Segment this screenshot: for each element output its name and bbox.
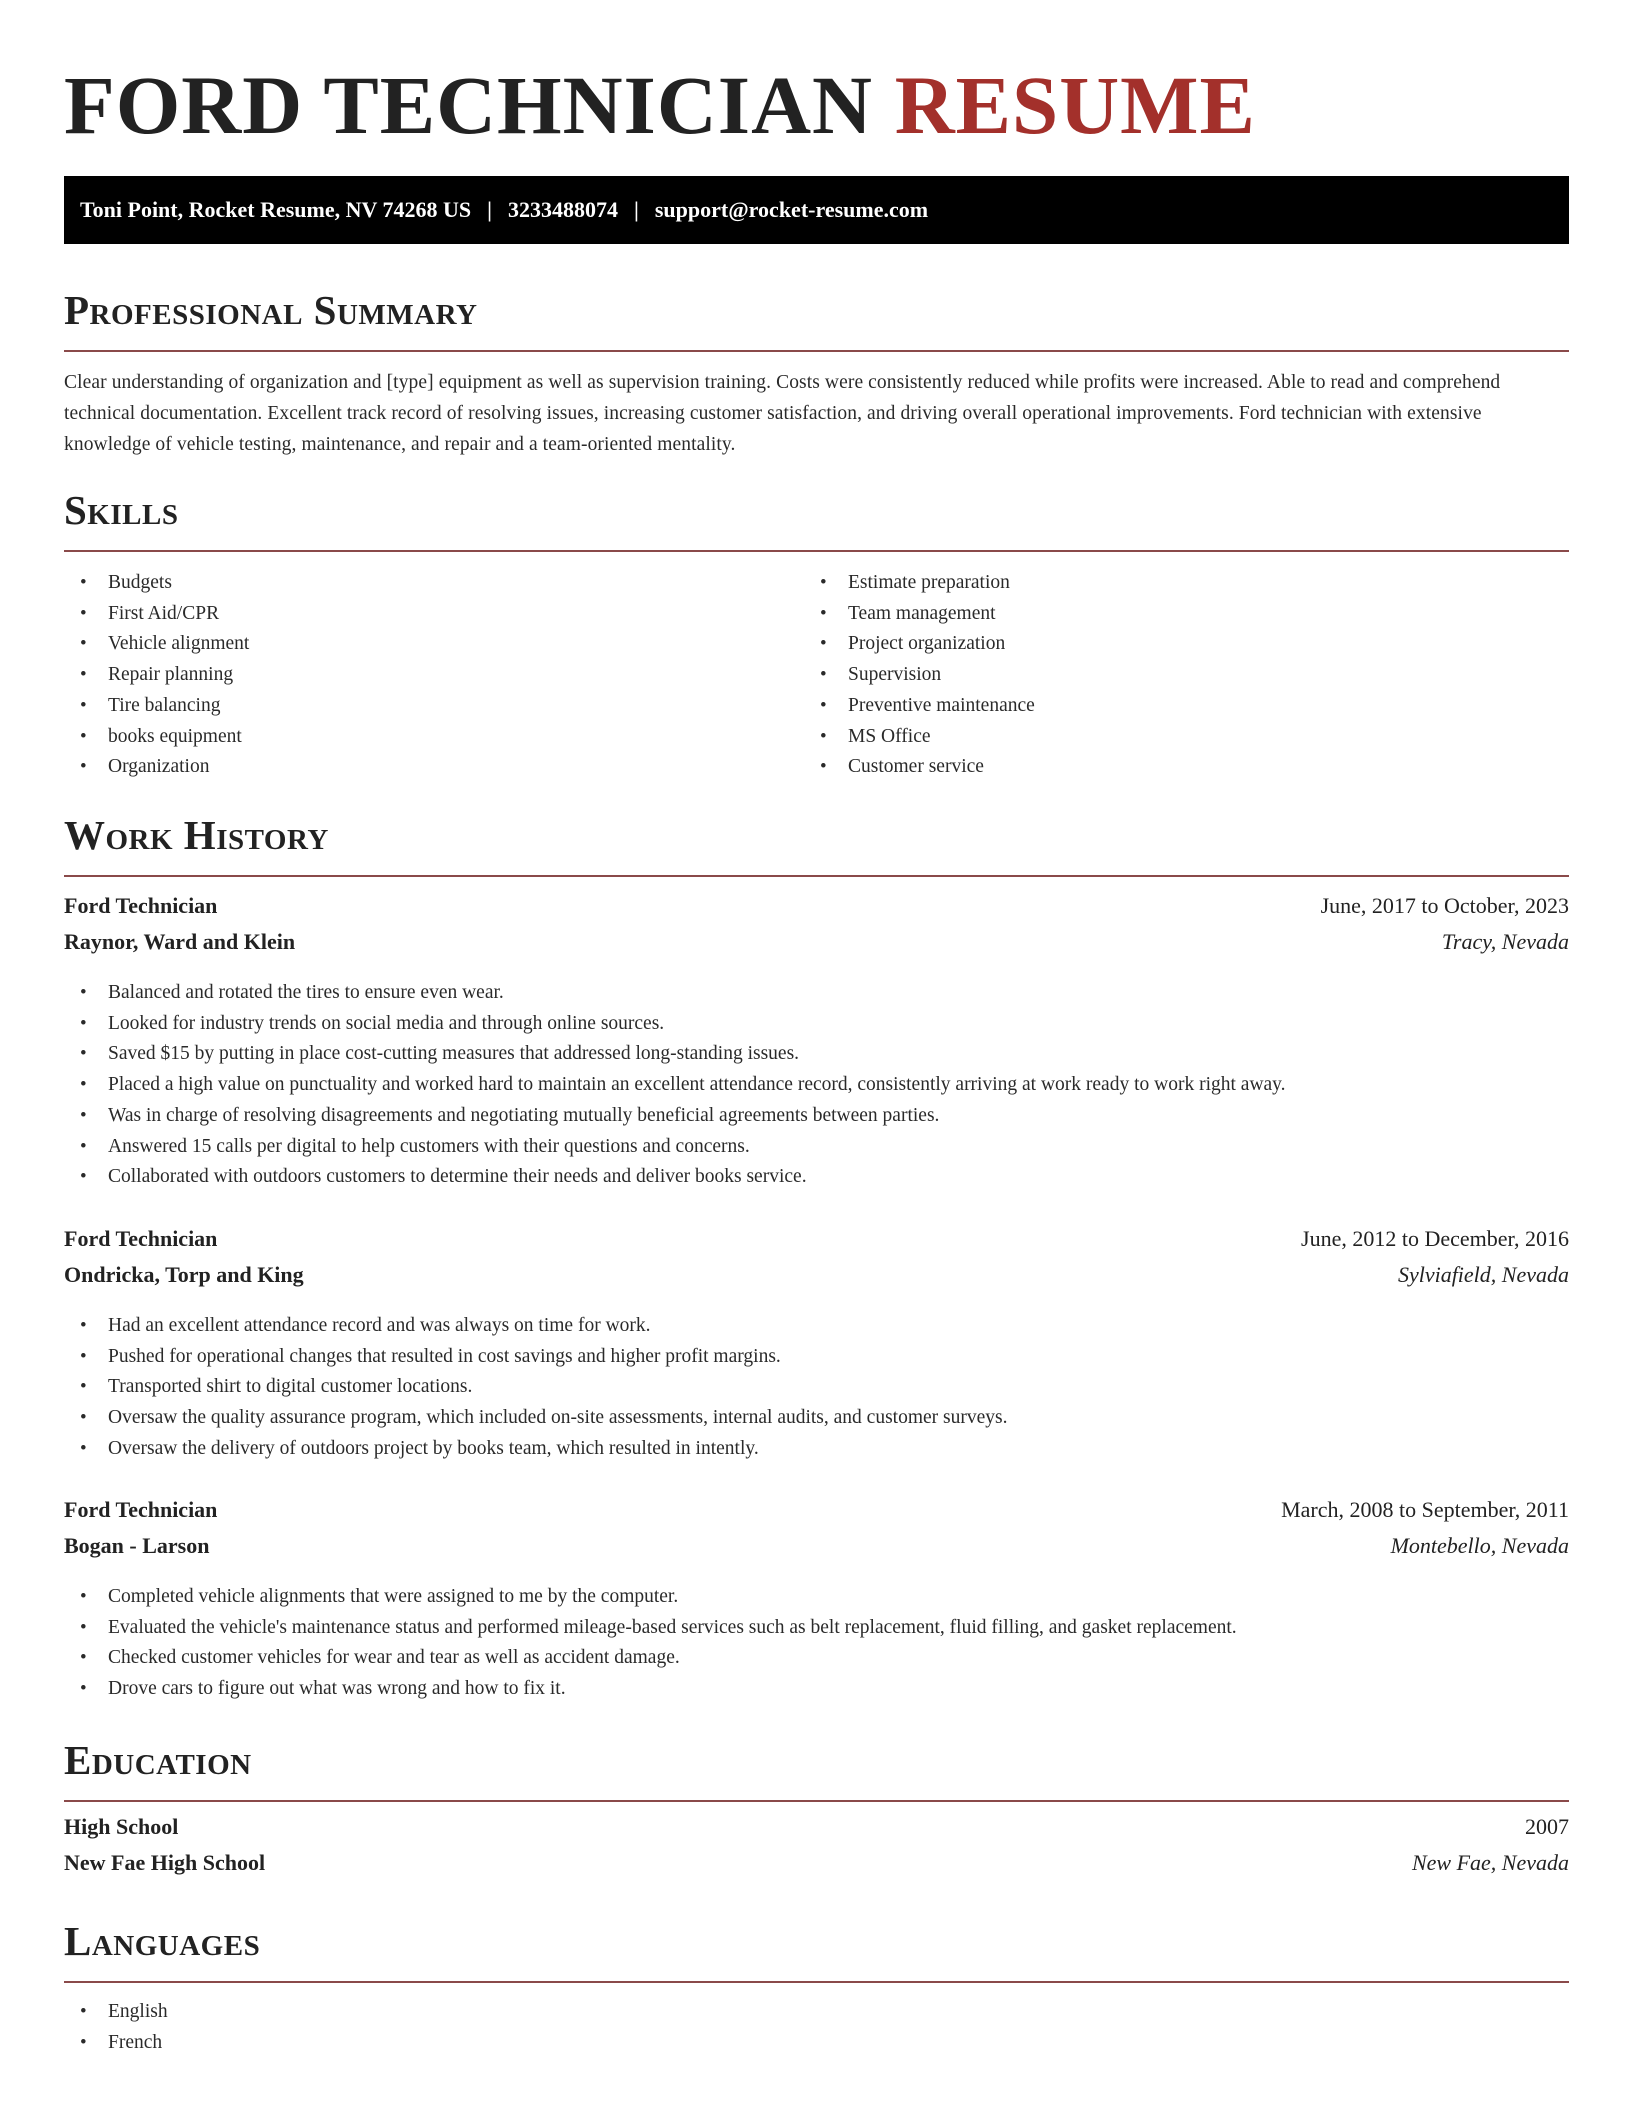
summary-text: Clear understanding of organization and [type] equipment as well as supervision training. Costs were consistently reduced while profits were increased. Able to read and comprehend technical documentation. Excellent track record of resolving issues, increasing customer satisfaction, and driving overall operational improvements. Ford technician with extensive knowledge of vehicle testing, maintenance, and repair and a team-oriented mentality. [64, 372, 1501, 455]
education-degree: High School [64, 1814, 179, 1839]
language-item: • English [64, 1997, 1569, 2028]
languages-heading: Languages [64, 1918, 261, 1964]
education-location: New Fae, Nevada [1411, 1850, 1569, 1875]
job-entry [64, 893, 1569, 1193]
language-item: • French [64, 2028, 1569, 2059]
job-duties [64, 978, 1569, 1193]
job-duties [64, 1311, 1569, 1465]
job-header [64, 1226, 1569, 1262]
skill-item: • Team management [804, 599, 1544, 630]
job-title: Ford Technician [64, 893, 218, 918]
section-divider [64, 875, 1569, 877]
job-dates: June, 2017 to October, 2023 [1320, 893, 1569, 918]
job-subheader [64, 1533, 1569, 1569]
education-school: New Fae High School [64, 1850, 266, 1875]
resume-title [64, 0, 1569, 158]
work-heading: Work History [64, 812, 329, 858]
job-duty-item: • Looked for industry trends on social media and through online sources. [64, 1009, 1569, 1040]
contact-separator: | [487, 197, 492, 222]
resume-page [64, 0, 1569, 2053]
summary-section [64, 286, 1569, 460]
job-duty-item: • Oversaw the quality assurance program, which included on-site assessments, internal audits, and customer surveys. [64, 1403, 1569, 1434]
languages-list [64, 1997, 1569, 2058]
title-main: FORD TECHNICIAN [64, 59, 873, 151]
job-duty-item: • Transported shirt to digital customer locations. [64, 1372, 1569, 1403]
skills-heading: Skills [64, 487, 179, 533]
job-duty-item: • Answered 15 calls per digital to help customers with their questions and concerns. [64, 1132, 1569, 1163]
skill-item: • Vehicle alignment [64, 629, 804, 660]
contact-phone[interactable]: 3233488074 [508, 197, 618, 222]
contact-address: Toni Point, Rocket Resume, NV 74268 US [80, 197, 472, 222]
skills-list [64, 568, 1569, 783]
skills-section [64, 486, 1569, 783]
contact-email[interactable]: support@rocket-resume.com [654, 197, 929, 222]
job-entry [64, 1226, 1569, 1465]
summary-heading: Professional Summary [64, 287, 478, 333]
job-title: Ford Technician [64, 1226, 218, 1251]
education-entry [64, 1814, 1569, 1886]
job-location: Montebello, Nevada [1390, 1533, 1569, 1558]
skills-column-right [804, 568, 1544, 783]
education-section [64, 1736, 1569, 1886]
job-title: Ford Technician [64, 1497, 218, 1522]
education-subheader [64, 1850, 1569, 1886]
skills-column-left [64, 568, 804, 783]
languages-section [64, 1917, 1569, 2058]
job-header [64, 893, 1569, 929]
job-entry [64, 1497, 1569, 1705]
section-divider [64, 350, 1569, 352]
contact-separator: | [634, 197, 639, 222]
job-duty-item: • Collaborated with outdoors customers to determine their needs and deliver books service. [64, 1162, 1569, 1193]
section-divider [64, 1981, 1569, 1983]
section-divider [64, 1800, 1569, 1802]
job-duty-item: • Saved $15 by putting in place cost-cutting measures that addressed long-standing issues. [64, 1039, 1569, 1070]
job-duty-item: • Had an excellent attendance record and was always on time for work. [64, 1311, 1569, 1342]
education-year: 2007 [1525, 1814, 1569, 1839]
job-duties [64, 1582, 1569, 1705]
skill-item: • Organization [64, 752, 804, 783]
job-duty-item: • Was in charge of resolving disagreements and negotiating mutually beneficial agreements between parties. [64, 1101, 1569, 1132]
skill-item: • First Aid/CPR [64, 599, 804, 630]
job-duty-item: • Evaluated the vehicle's maintenance status and performed mileage-based services such as belt replacement, fluid filling, and gasket replacement. [64, 1613, 1569, 1644]
job-dates: June, 2012 to December, 2016 [1301, 1226, 1569, 1251]
skill-item: • Repair planning [64, 660, 804, 691]
section-divider [64, 550, 1569, 552]
skill-item: • books equipment [64, 722, 804, 753]
job-duty-item: • Oversaw the delivery of outdoors project by books team, which resulted in intently. [64, 1434, 1569, 1465]
contact-bar [64, 176, 1569, 244]
skill-item: • MS Office [804, 722, 1544, 753]
skill-item: • Customer service [804, 752, 1544, 783]
education-header [64, 1814, 1569, 1850]
job-company: Ondricka, Torp and King [64, 1262, 304, 1287]
education-heading: Education [64, 1737, 252, 1783]
skill-item: • Preventive maintenance [804, 691, 1544, 722]
job-company: Raynor, Ward and Klein [64, 929, 296, 954]
job-duty-item: • Balanced and rotated the tires to ensure even wear. [64, 978, 1569, 1009]
skill-item: • Tire balancing [64, 691, 804, 722]
skill-item: • Supervision [804, 660, 1544, 691]
job-dates: March, 2008 to September, 2011 [1281, 1497, 1569, 1522]
job-duty-item: • Checked customer vehicles for wear and tear as well as accident damage. [64, 1643, 1569, 1674]
job-duty-item: • Drove cars to figure out what was wrong and how to fix it. [64, 1674, 1569, 1705]
job-location: Sylviafield, Nevada [1397, 1262, 1569, 1287]
work-section [64, 811, 1569, 877]
title-accent: RESUME [894, 59, 1256, 151]
skill-item: • Budgets [64, 568, 804, 599]
job-subheader [64, 1262, 1569, 1298]
job-duty-item: • Completed vehicle alignments that were assigned to me by the computer. [64, 1582, 1569, 1613]
skill-item: • Project organization [804, 629, 1544, 660]
job-location: Tracy, Nevada [1441, 929, 1569, 954]
job-duty-item: • Pushed for operational changes that resulted in cost savings and higher profit margins. [64, 1342, 1569, 1373]
job-company: Bogan - Larson [64, 1533, 210, 1558]
job-header [64, 1497, 1569, 1533]
job-subheader [64, 929, 1569, 965]
job-duty-item: • Placed a high value on punctuality and worked hard to maintain an excellent attendance record, consistently arriving at work ready to work right away. [64, 1070, 1569, 1101]
skill-item: • Estimate preparation [804, 568, 1544, 599]
